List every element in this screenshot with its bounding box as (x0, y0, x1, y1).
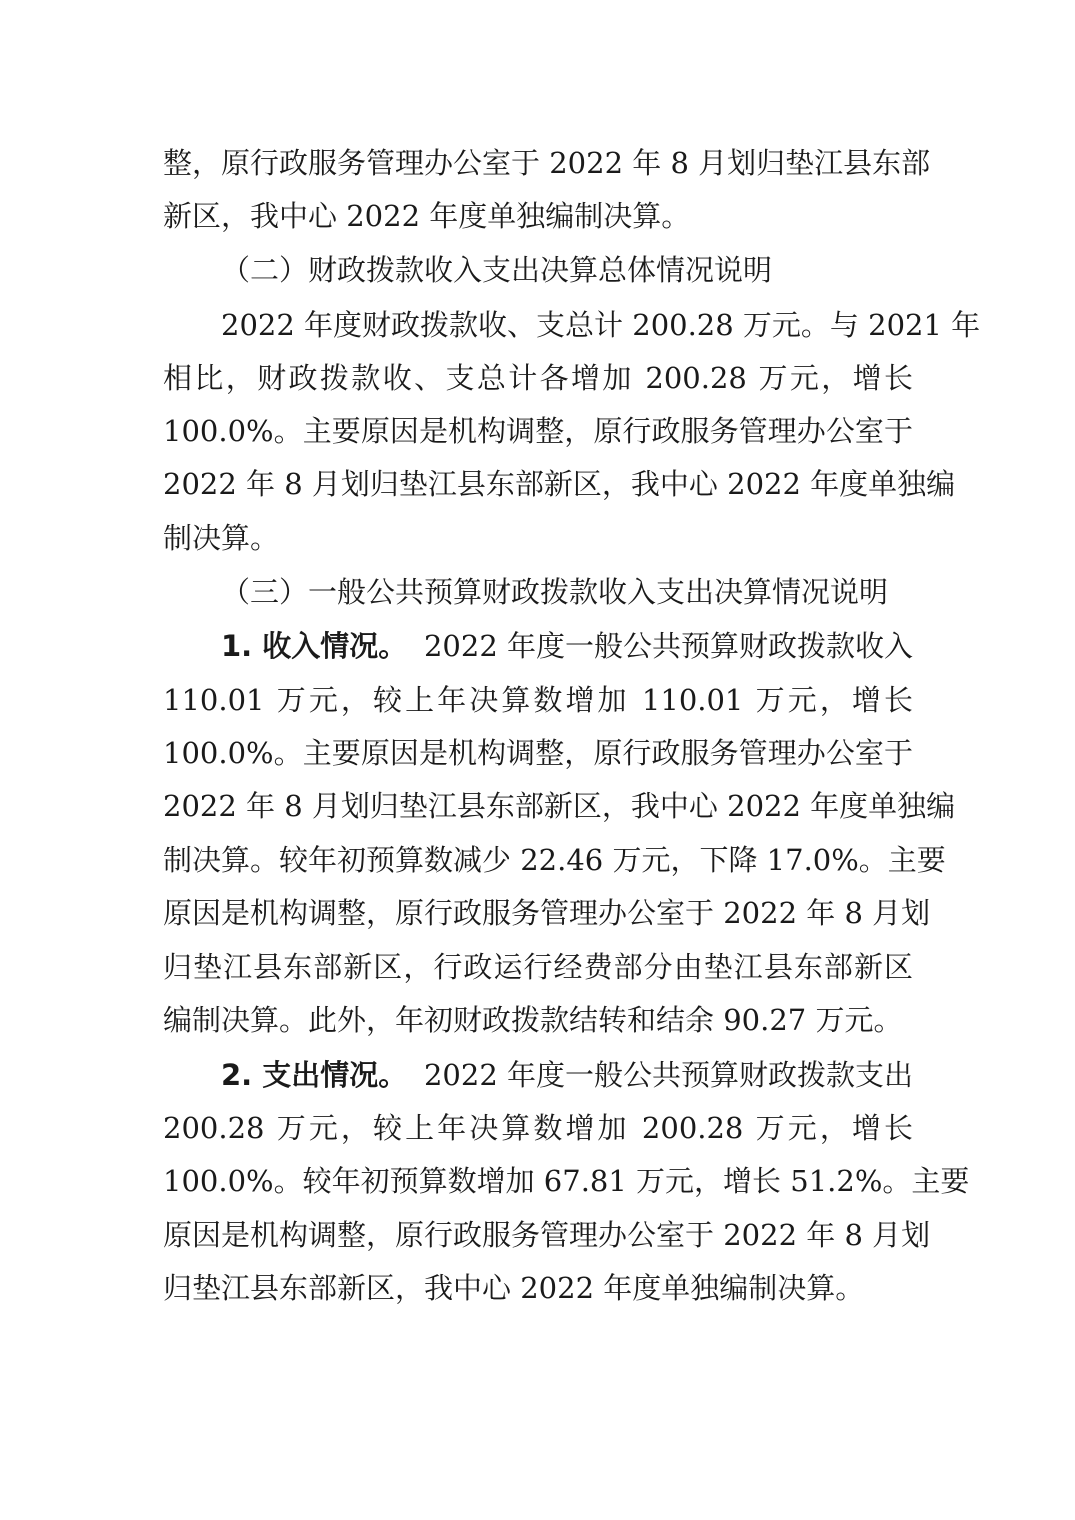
income-lead: 1. 收入情况。 (221, 629, 408, 663)
paragraph-line (221, 1055, 913, 1095)
paragraph-line: 归垫江县东部新区，我中心 2022 年度单独编制决算。 (163, 1271, 865, 1305)
paragraph-text: 2022 年度一般公共预算财政拨款支出 (423, 1058, 913, 1092)
paragraph-line: 原因是机构调整，原行政服务管理办公室于 2022 年 8 月划 (163, 1218, 931, 1252)
paragraph-line (221, 626, 913, 666)
section-heading-3: （三）一般公共预算财政拨款收入支出决算情况说明 (221, 575, 889, 609)
paragraph-line: 整，原行政服务管理办公室于 2022 年 8 月划归垫江县东部 (163, 146, 931, 180)
paragraph-line: 2022 年度财政拨款收、支总计 200.28 万元。与 2021 年 (221, 308, 981, 342)
paragraph-line: 100.0%。主要原因是机构调整，原行政服务管理办公室于 (163, 414, 913, 448)
paragraph-line: 制决算。 (163, 521, 280, 555)
paragraph-text: 2022 年度一般公共预算财政拨款收入 (423, 629, 913, 663)
paragraph-line: 110.01 万元，较上年决算数增加 110.01 万元，增长 (163, 683, 913, 717)
paragraph-line: 归垫江县东部新区，行政运行经费部分由垫江县东部新区 (163, 950, 913, 984)
paragraph-line: 100.0%。较年初预算数增加 67.81 万元，增长 51.2%。主要 (163, 1164, 970, 1198)
paragraph-line: 相比，财政拨款收、支总计各增加 200.28 万元，增长 (163, 361, 913, 395)
paragraph-line: 新区，我中心 2022 年度单独编制决算。 (163, 199, 691, 233)
paragraph-line: 原因是机构调整，原行政服务管理办公室于 2022 年 8 月划 (163, 896, 931, 930)
paragraph-line: 2022 年 8 月划归垫江县东部新区，我中心 2022 年度单独编 (163, 789, 956, 823)
paragraph-line: 2022 年 8 月划归垫江县东部新区，我中心 2022 年度单独编 (163, 467, 956, 501)
paragraph-line: 100.0%。主要原因是机构调整，原行政服务管理办公室于 (163, 736, 913, 770)
expenditure-lead: 2. 支出情况。 (221, 1058, 408, 1092)
paragraph-line: 编制决算。此外，年初财政拨款结转和结余 90.27 万元。 (163, 1003, 903, 1037)
paragraph-line: 200.28 万元，较上年决算数增加 200.28 万元，增长 (163, 1111, 913, 1145)
paragraph-line: 制决算。较年初预算数减少 22.46 万元，下降 17.0%。主要 (163, 843, 946, 877)
section-heading-2: （二）财政拨款收入支出决算总体情况说明 (221, 253, 773, 287)
